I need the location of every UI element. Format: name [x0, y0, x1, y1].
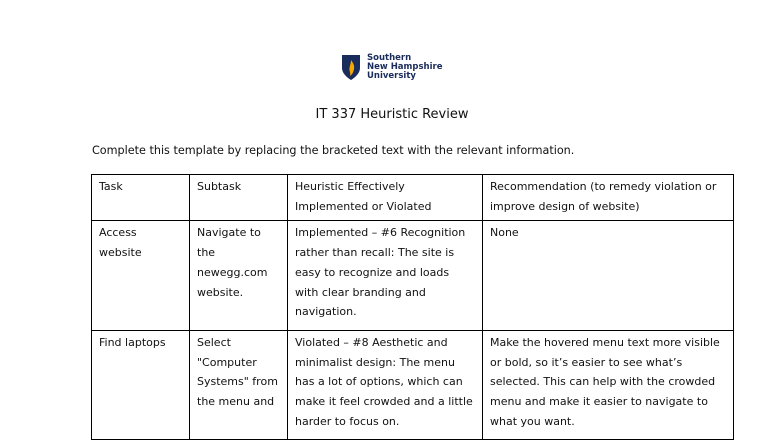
cell-recommendation: None — [483, 221, 734, 331]
cell-task: Find laptops — [92, 330, 190, 440]
header-heuristic: Heuristic Effectively Implemented or Violated — [288, 175, 483, 221]
table-header-row — [92, 175, 734, 221]
cell-task: Access website — [92, 221, 190, 331]
cell-recommendation: Make the hovered menu text more visible or bold, so it’s easier to see what’s selected. This can help with the crowded menu and make it easier to navigate to what you want. — [483, 330, 734, 440]
logo-line-3: University — [367, 71, 416, 81]
instructions-text: Complete this template by replacing the bracketed text with the relevant information. — [92, 144, 575, 157]
logo-line-2: New Hampshire — [367, 62, 443, 72]
table-row — [92, 221, 734, 331]
header-subtask: Subtask — [190, 175, 288, 221]
cell-subtask: Select "Computer Systems" from the menu and — [190, 330, 288, 440]
logo-wordmark — [367, 54, 442, 81]
logo-line-1: Southern — [367, 53, 412, 63]
cell-subtask: Navigate to the newegg.com website. — [190, 221, 288, 331]
cell-heuristic: Violated – #8 Aesthetic and minimalist design: The menu has a lot of options, which can make it feel crowded and a little harder to focus on. — [288, 330, 483, 440]
snhu-logo — [341, 54, 442, 81]
header-recommendation: Recommendation (to remedy violation or improve design of website) — [483, 175, 734, 221]
page-title: IT 337 Heuristic Review — [315, 107, 469, 122]
table-row — [92, 330, 734, 440]
shield-flame-icon — [341, 54, 361, 81]
heuristic-review-table — [91, 174, 734, 440]
header-task: Task — [92, 175, 190, 221]
cell-heuristic: Implemented – #6 Recognition rather than recall: The site is easy to recognize and loads with clear branding and navigation. — [288, 221, 483, 331]
